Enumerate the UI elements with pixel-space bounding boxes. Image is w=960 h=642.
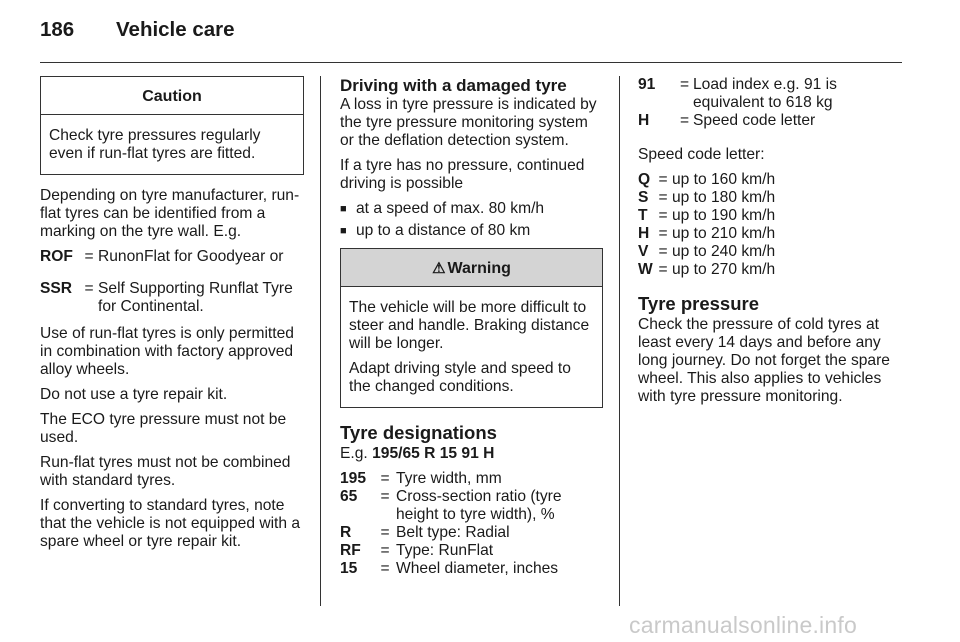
definition-value: Type: RunFlat [396, 542, 494, 559]
bullet-text: at a speed of max. 80 km/h [356, 200, 545, 217]
page-header [40, 18, 235, 42]
definition-equals: = [658, 261, 668, 278]
speed-code-value: up to 210 km/h [672, 225, 776, 242]
definition-equals: = [380, 524, 390, 541]
speed-code-row [638, 225, 902, 243]
page-title: Vehicle care [116, 18, 235, 41]
column-2 [340, 76, 603, 587]
definition-equals: = [658, 243, 668, 260]
definition-equals: = [658, 207, 668, 224]
definition-equals: = [658, 189, 668, 206]
definition-key: 65 [340, 488, 358, 505]
speed-code-key: H [638, 225, 650, 242]
definition-equals: = [658, 225, 668, 242]
bullet-list [340, 200, 603, 240]
definition-equals: = [658, 171, 668, 188]
definition-value: Wheel diameter, inches [396, 560, 559, 577]
bullet-item [340, 200, 603, 218]
definition-value: Self Supporting Runflat Tyre for Continental. [98, 280, 293, 315]
definition-equals: = [380, 488, 390, 505]
paragraph: Depending on tyre manufacturer, run-flat tyres can be identified from a marking on the tyre wall. E.g. [40, 187, 300, 240]
definition-value: Belt type: Radial [396, 524, 510, 541]
speed-code-row [638, 261, 902, 279]
paragraph: Speed code letter: [638, 146, 765, 163]
example-line [340, 445, 603, 463]
definition-value: Cross-section ratio (tyre height to tyre width), % [396, 488, 562, 523]
definition-value: Tyre width, mm [396, 470, 502, 487]
warning-triangle-icon: ⚠ [432, 260, 446, 277]
speed-code-value: up to 240 km/h [672, 243, 776, 260]
speed-code-row [638, 171, 902, 189]
column-divider [619, 76, 620, 606]
paragraph: Use of run-flat tyres is only permitted in combination with factory approved alloy wheels. [40, 325, 294, 378]
definition-list [40, 248, 304, 316]
bullet-icon: ■ [340, 225, 347, 237]
definition-row [340, 488, 603, 524]
definition-value: Load index e.g. 91 is equivalent to 618 kg [693, 76, 837, 111]
warning-title: Warning [447, 260, 511, 277]
example-prefix: E.g. [340, 445, 368, 462]
definition-row [340, 560, 603, 578]
warning-text: Adapt driving style and speed to the changed conditions. [349, 360, 571, 395]
paragraph: A loss in tyre pressure is indicated by the tyre pressure monitoring system or the deflation detection system. [340, 96, 597, 149]
definition-key: 91 [638, 76, 656, 93]
definition-key: ROF [40, 248, 73, 265]
paragraph: If converting to standard tyres, note that the vehicle is not equipped with a spare wheel or tyre repair kit. [40, 497, 301, 550]
paragraph: Check the pressure of cold tyres at least every 14 days and before any long journey. Do not forget the spare wheel. This also applies to vehicles with tyre pressure monitoring. [638, 316, 890, 405]
column-3 [638, 76, 902, 413]
paragraph: The ECO tyre pressure must not be used. [40, 411, 287, 446]
speed-code-value: up to 180 km/h [672, 189, 776, 206]
column-divider [320, 76, 321, 606]
section-heading: Driving with a damaged tyre [340, 76, 567, 95]
speed-code-key: V [638, 243, 649, 260]
definition-row [340, 542, 603, 560]
definition-row [638, 112, 902, 130]
section-heading: Tyre designations [340, 422, 497, 443]
definition-value: Speed code letter [693, 112, 816, 129]
warning-text: The vehicle will be more difficult to steer and handle. Braking distance will be longer. [349, 299, 590, 352]
definition-row [638, 76, 902, 112]
speed-code-key: S [638, 189, 649, 206]
definition-key: RF [340, 542, 361, 559]
section-heading: Tyre pressure [638, 293, 759, 314]
caution-text: Check tyre pressures regularly even if run-flat tyres are fitted. [49, 127, 261, 162]
definition-row [340, 470, 603, 488]
warning-box [340, 248, 603, 408]
page-number: 186 [40, 18, 75, 41]
definition-row [40, 280, 304, 316]
speed-code-value: up to 190 km/h [672, 207, 776, 224]
speed-code-row [638, 243, 902, 261]
bullet-text: up to a distance of 80 km [356, 222, 531, 239]
definition-equals: = [380, 542, 390, 559]
definition-equals: = [380, 560, 390, 577]
paragraph: Run-flat tyres must not be combined with standard tyres. [40, 454, 291, 489]
speed-code-value: up to 160 km/h [672, 171, 776, 188]
definition-equals: = [84, 248, 94, 265]
definition-value: RunonFlat for Goodyear or [98, 248, 284, 265]
warning-header [341, 249, 602, 287]
definition-key: 15 [340, 560, 358, 577]
definition-row [340, 524, 603, 542]
definition-equals: = [84, 280, 94, 297]
watermark: carmanualsonline.info [629, 612, 857, 638]
paragraph: If a tyre has no pressure, continued driving is possible [340, 157, 585, 192]
definition-key: 195 [340, 470, 367, 487]
definition-equals: = [380, 470, 390, 487]
speed-code-key: T [638, 207, 648, 224]
speed-code-row [638, 189, 902, 207]
definition-equals: = [679, 76, 690, 93]
bullet-item [340, 222, 603, 240]
speed-code-row [638, 207, 902, 225]
definition-list [638, 76, 902, 130]
definition-key: R [340, 524, 352, 541]
definition-equals: = [679, 112, 690, 129]
speed-code-value: up to 270 km/h [672, 261, 776, 278]
definition-list [340, 470, 603, 578]
speed-code-key: W [638, 261, 653, 278]
paragraph: Do not use a tyre repair kit. [40, 386, 228, 403]
speed-code-key: Q [638, 171, 651, 188]
definition-key: H [638, 112, 650, 129]
speed-code-list [638, 171, 902, 279]
caution-title: Caution [41, 77, 303, 115]
column-1 [40, 76, 304, 558]
example-value: 195/65 R 15 91 H [372, 445, 495, 462]
definition-key: SSR [40, 280, 73, 297]
header-rule [40, 62, 902, 63]
definition-row [40, 248, 304, 266]
caution-box [40, 76, 304, 175]
bullet-icon: ■ [340, 203, 347, 215]
